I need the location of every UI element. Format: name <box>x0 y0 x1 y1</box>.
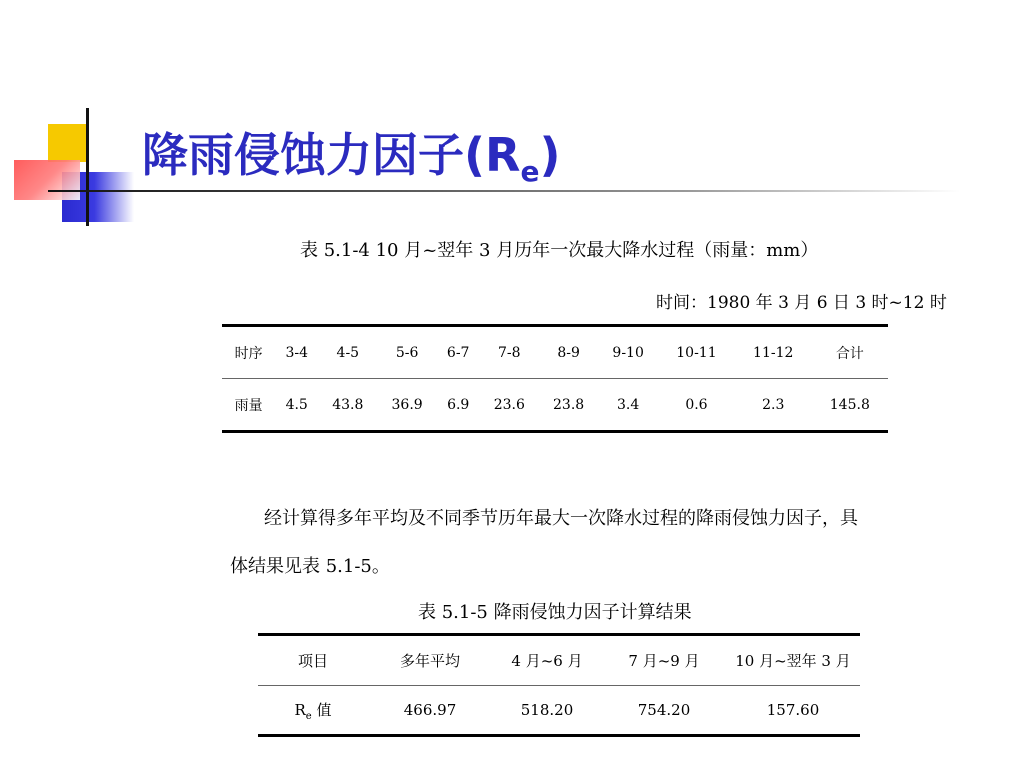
table-header-cell: 4-5 <box>318 326 377 379</box>
table-header-cell: 3-4 <box>275 326 318 379</box>
slide-title: 降雨侵蚀力因子$(R_e)$ <box>142 128 561 188</box>
table-header-cell: 项目 <box>258 635 368 686</box>
table-header-cell: 7-8 <box>480 326 539 379</box>
table-cell: 157.60 <box>766 701 820 719</box>
table-cell: 4.5 <box>285 396 308 413</box>
table-cell: 145.8 <box>829 396 870 413</box>
table-row <box>258 686 860 736</box>
table-header-cell: 时序 <box>222 326 275 379</box>
decor-yellow-square <box>48 124 86 162</box>
table-row-label: $R_e$ 值 <box>294 700 332 722</box>
table-header-cell: 9-10 <box>598 326 658 379</box>
table-cell: 43.8 <box>332 396 364 413</box>
table-cell: 23.6 <box>493 396 525 413</box>
decor-vertical-line <box>86 108 89 226</box>
table-cell: 754.20 <box>637 701 691 719</box>
paragraph-line-1: 经计算得多年平均及不同季节历年最大一次降水过程的降雨侵蚀力因子，具 <box>264 508 858 529</box>
erosivity-results-table <box>258 633 860 737</box>
table-header-cell: 合计 <box>812 326 888 379</box>
table-cell: 6.9 <box>447 396 470 413</box>
table-header-cell: 10 月~翌年 3 月 <box>726 635 860 686</box>
table-cell: 466.97 <box>403 701 457 719</box>
table-cell: 23.8 <box>553 396 585 413</box>
table-header-cell: 5-6 <box>377 326 436 379</box>
table-header-cell: 6-7 <box>437 326 480 379</box>
table-cell: 3.4 <box>617 396 640 413</box>
table-header-cell: 7 月~9 月 <box>602 635 726 686</box>
table-header-cell: 4 月~6 月 <box>492 635 602 686</box>
table-cell: 0.6 <box>685 396 708 413</box>
table2-caption: 表 5.1-5 降雨侵蚀力因子计算结果 <box>418 602 692 623</box>
table-cell: 36.9 <box>391 396 423 413</box>
table-header-cell: 10-11 <box>658 326 735 379</box>
table-header-cell: 8-9 <box>539 326 598 379</box>
table-cell: 2.3 <box>762 396 785 413</box>
table1-caption: 表 5.1-4 10 月~翌年 3 月历年一次最大降水过程（雨量：mm） <box>300 240 819 261</box>
table-cell: 518.20 <box>520 701 574 719</box>
decor-red-square <box>14 160 80 200</box>
table-row <box>258 635 860 686</box>
table-header-cell: 多年平均 <box>368 635 492 686</box>
rainfall-process-table <box>222 324 888 433</box>
table-header-cell: 11-12 <box>735 326 812 379</box>
table1-time-note: 时间：1980 年 3 月 6 日 3 时~12 时 <box>656 293 947 313</box>
table-cell: 雨量 <box>234 397 263 414</box>
decor-title-underline <box>48 190 960 192</box>
paragraph-line-2: 体结果见表 5.1-5。 <box>230 556 390 577</box>
table-row <box>222 379 888 432</box>
table-row <box>222 326 888 379</box>
